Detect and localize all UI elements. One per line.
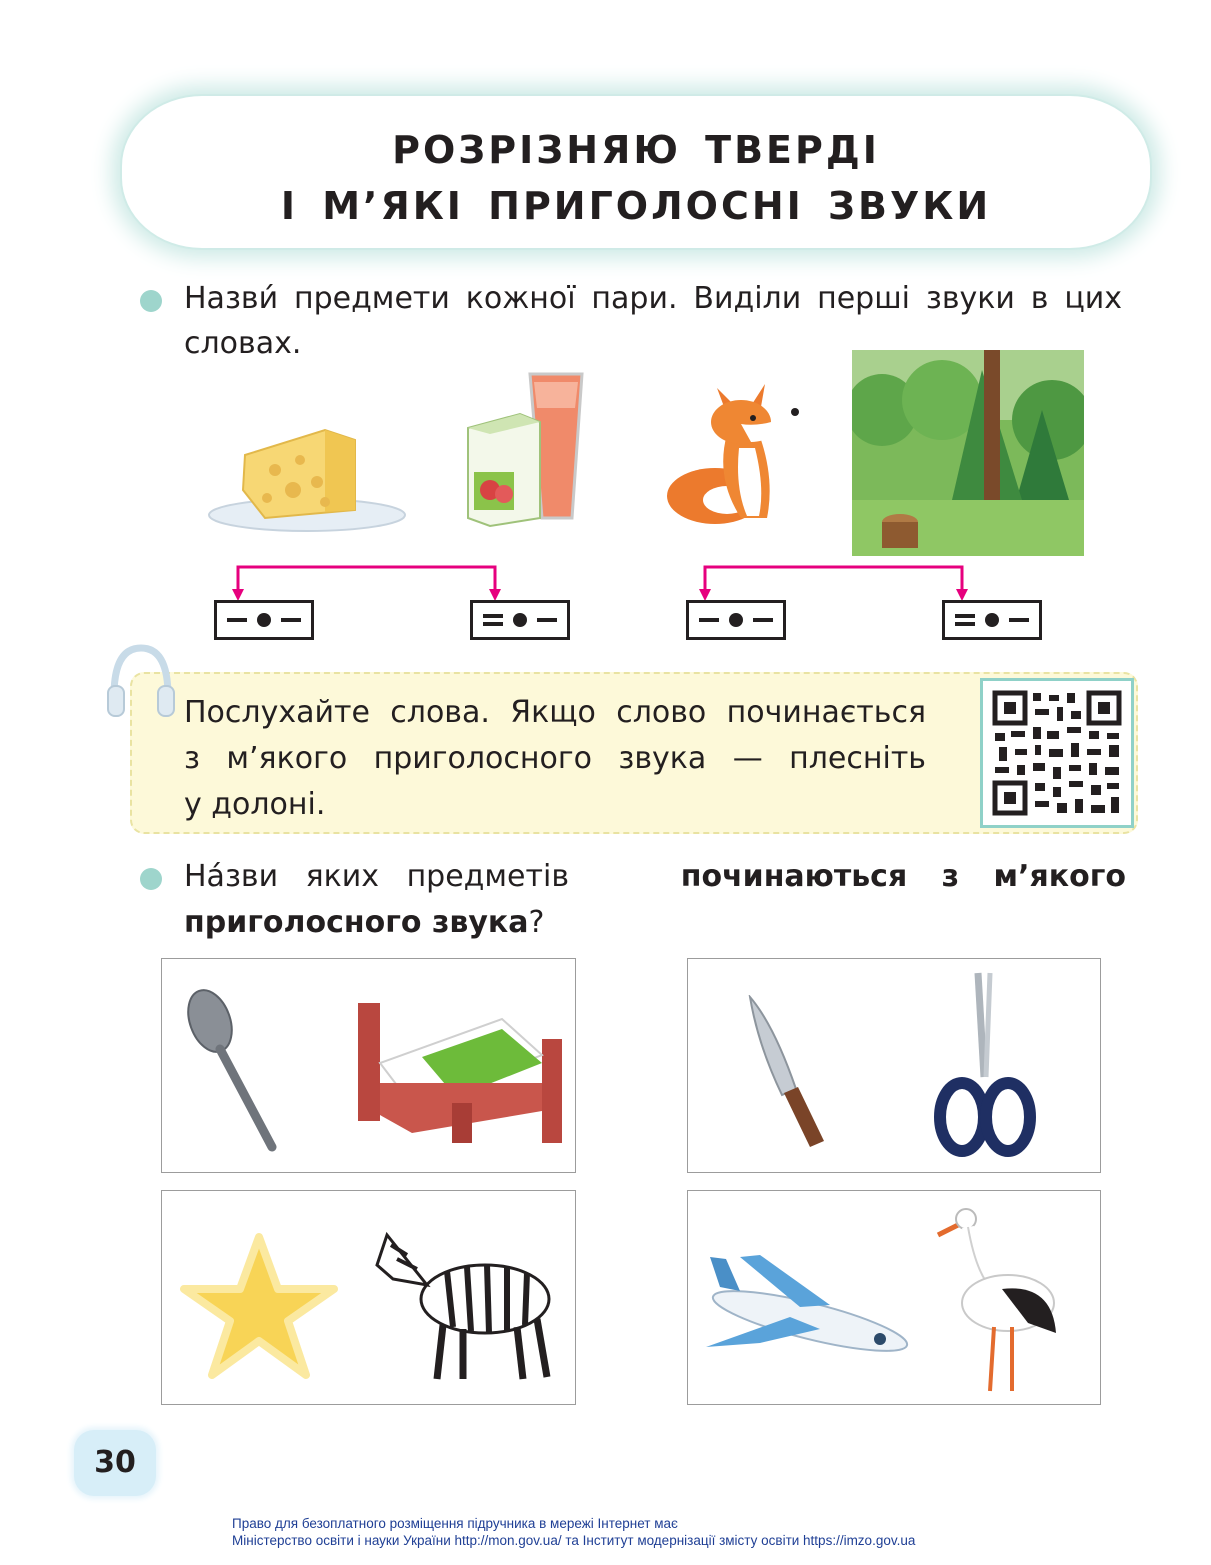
qr-code[interactable] (980, 678, 1134, 828)
cheese-icon (205, 420, 410, 535)
zebra-icon (367, 1215, 567, 1385)
task-bullet (140, 290, 162, 312)
task2-line-1 (184, 854, 1126, 899)
airplane-icon (700, 1247, 920, 1387)
headphones-icon (104, 640, 178, 724)
task1-line-1: Назви́ предмети кожної пари. Виділи перші звуки в цих (184, 281, 1122, 316)
fox-icon (655, 378, 805, 526)
picture-pair-star-zebra (161, 1190, 576, 1405)
juice-icon (460, 368, 590, 528)
task2-question-mark: ? (528, 905, 545, 940)
footer-line-2: Міністерство освіти і науки України http://mon.gov.ua/ та Інститут модернізації змісту освіти https://imzo.gov.ua (232, 1533, 916, 1548)
forest-icon (852, 350, 1084, 556)
task2-question-start: На́зви яких предметів (184, 859, 597, 894)
picture-pair-airplane-stork (687, 1190, 1101, 1405)
page-title-line-2: І М’ЯКІ ПРИГОЛОСНІ ЗВУКИ (280, 184, 992, 228)
task-bullet (140, 868, 162, 890)
knife-icon (738, 995, 858, 1155)
sound-schema-hard (214, 600, 314, 640)
bed-icon (352, 993, 572, 1143)
footer-line-1: Право для безоплатного розміщення підручника в мережі Інтернет має (232, 1516, 678, 1531)
stork-icon (932, 1193, 1062, 1403)
task2-line-2 (184, 900, 544, 945)
pair-arrows (200, 555, 990, 605)
task2-question-bold-end: приголосного звука (184, 905, 529, 940)
star-icon (174, 1231, 344, 1381)
picture-pair-spoon-bed (161, 958, 576, 1173)
task2-question-bold: починаються з м’якого (680, 859, 1126, 894)
sound-schema-hard (686, 600, 786, 640)
listening-line-3: у долоні. (184, 787, 326, 822)
page-number: 30 (74, 1430, 156, 1496)
listening-line-1: Послухайте слова. Якщо слово починається (184, 695, 926, 730)
sound-schema-soft (942, 600, 1042, 640)
task1-line-2: словах. (184, 326, 302, 361)
listening-line-2: з м’якого приголосного звука — плесніть (184, 741, 926, 776)
sound-schema-soft (470, 600, 570, 640)
page-title-line-1: РОЗРІЗНЯЮ ТВЕРДІ (392, 128, 880, 172)
picture-pair-knife-scissors (687, 958, 1101, 1173)
scissors-icon (932, 967, 1042, 1167)
